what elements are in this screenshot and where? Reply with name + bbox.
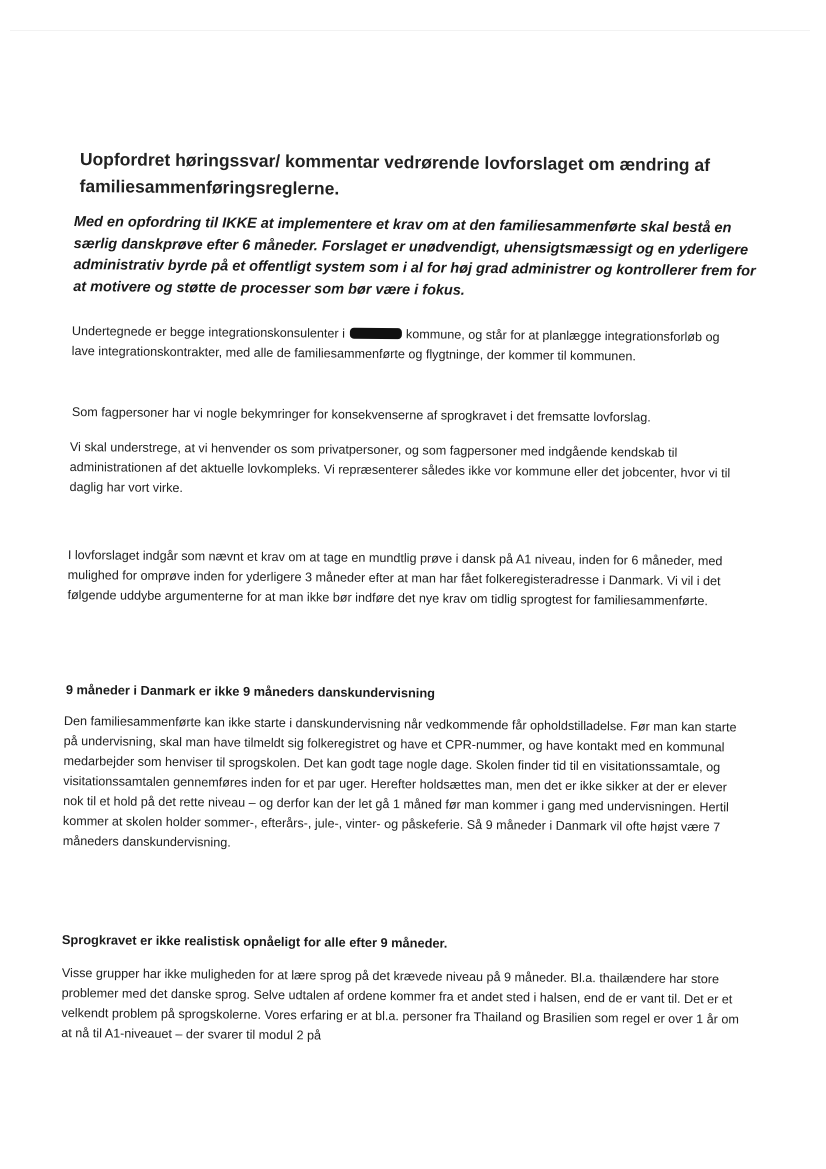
- section-heading-nine-months: 9 måneder i Danmark er ikke 9 måneders danskundervisning: [65, 681, 436, 701]
- paragraph-concerns: Som fagpersoner har vi nogle bekymringer for konsekvenserne af sprogkravet i det fremsatte lovforslag.: [71, 404, 651, 425]
- paragraph-nine-months: Den familiesammenførte kan ikke starte i danskundervisning når vedkommende får opholdstilladelse. Før man kan starte på undervisning, skal man have tilmeldt sig folkeregistret og have et CPR-nummer, og have kontakt med en kommunal medarbejder som henviser til sprogskolen. Det kan godt tage nogle dage. Skolen finder tid til en visitationssamtale, og visitationssamtalen gennemføres inden for et par uger. Herefter holdsættes man, men det er ikke sikker at der er elever nok til et hold på det rette niveau – og derfor kan der let gå 1 måned før man kommer i gang med undervisningen. Hertil kommer at skolen holder sommer-, efterårs-, jule-, vinter- og påskeferie. Så 9 måneder i Danmark vil ofte højst være 7 måneders danskundervisning.: [62, 713, 737, 850]
- document-title: Uopfordret høringssvar/ kommentar vedrørende lovforslaget om ændring af familiesammenføringsreglerne.: [79, 148, 711, 199]
- section-heading-language-requirement: Sprogkravet er ikke realistisk opnåeligt for alle efter 9 måneder.: [61, 931, 448, 951]
- scan-edge-line: [10, 30, 810, 31]
- paragraph-language-requirement: Visse grupper har ikke muligheden for at lære sprog på det krævede niveau på 9 måneder. Bl.a. thailændere har store problemer med det danske sprog. Selve udtalen af ordene kommer fra et andet sted i halsen, end de er vant til. Det er et velkendt problem på sprogskolerne. Vores erfaring er at bl.a. personer fra Thailand og Brasilien som regel er over 1 år om at nå til A1-niveauet – der svarer til modul 2 på: [61, 965, 739, 1043]
- paragraph-authors-start: Undertegnede er begge integrationskonsulenter i: [71, 323, 346, 341]
- redaction-mark: [349, 328, 401, 339]
- paragraph-authors-end: kommune, og står for at planlægge integrationsforløb og lave integrationskontrakter, med alle de familiesammenførte og flygtninge, der kommer til kommunen.: [71, 327, 720, 364]
- paragraph-proposal: I lovforslaget indgår som nævnt et krav om at tage en mundtlig prøve i dansk på A1 niveau, inden for 6 måneder, med mulighed for omprøve inden for yderligere 3 måneder efter at man har fået folkeregisteradresse i Danmark. Vi vil i det følgende uddybe argumenterne for at man ikke bør indføre det nye krav om tidlig sprogtest for familiesammenførte.: [67, 547, 723, 609]
- lead-paragraph: Med en opfordring til IKKE at implementere et krav om at den familiesammenførte skal bestå en særlig danskprøve efter 6 måneder. Forslaget er unødvendigt, uhensigtsmæssigt og en yderligere administrativ byrde på et offentligt system som i al for høj grad administrer og kontrollerer frem for at motivere og støtte de processer som bør være i fokus.: [73, 213, 756, 299]
- paragraph-disclaimer: Vi skal understrege, at vi henvender os som privatpersoner, og som fagpersoner med indgående kendskab til administrationen af det aktuelle lovkompleks. Vi repræsenterer således ikke vor kommune eller det jobcenter, hvor vi til daglig har vort virke.: [69, 439, 731, 496]
- paragraph-authors: [72, 321, 732, 367]
